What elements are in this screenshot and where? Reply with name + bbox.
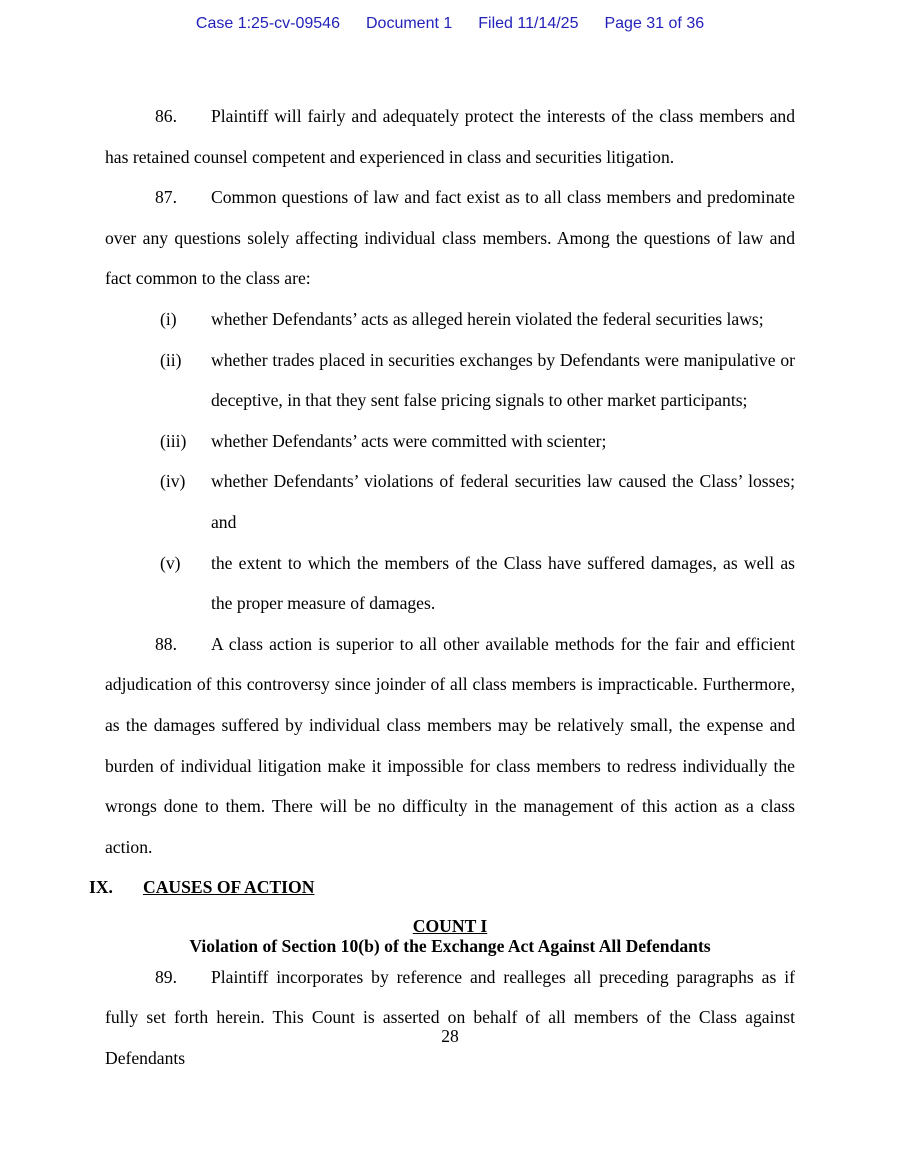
list-item-ii-marker: (ii) [160, 349, 182, 370]
count-heading-block [105, 916, 795, 957]
header-case-number: Case 1:25-cv-09546 [195, 15, 340, 32]
court-filing-header [0, 14, 900, 34]
page-number: 28 [441, 1026, 459, 1046]
list-item-i-marker: (i) [160, 308, 177, 329]
list-item-v-marker: (v) [160, 552, 181, 573]
list-item-iv [105, 461, 795, 542]
section-heading-causes-of-action [89, 867, 779, 908]
list-item-i [105, 299, 795, 340]
document-body [89, 96, 795, 1079]
header-filed-date: Filed 11/14/25 [478, 15, 579, 32]
list-item-v [105, 543, 795, 624]
header-page-indicator: Page 31 of 36 [604, 15, 705, 32]
header-document-number: Document 1 [365, 15, 453, 32]
paragraph-86-number: 86. [155, 106, 177, 126]
paragraph-89 [105, 957, 795, 1079]
paragraph-89-number: 89. [155, 966, 177, 987]
paragraph-86 [105, 96, 795, 177]
list-item-iii [105, 421, 795, 462]
count-title: COUNT I [412, 915, 488, 936]
paragraph-89-text: Plaintiff incorporates by reference and realleges all preceding paragraphs as if fully set forth herein. This Count is asserted on behalf of all members of the Class against Defendants [105, 966, 795, 1069]
paragraph-86-text: Plaintiff will fairly and adequately protect the interests of the class members and has retained counsel competent and experienced in class and securities litigation. [105, 106, 795, 167]
page-number-footer [0, 1026, 900, 1046]
list-item-i-text: whether Defendants’ acts as alleged herein violated the federal securities laws; [211, 308, 764, 329]
paragraph-88-number: 88. [155, 633, 177, 654]
count-subtitle: Violation of Section 10(b) of the Exchange Act Against All Defendants [189, 936, 711, 957]
list-item-ii [105, 340, 795, 421]
list-item-iv-text: whether Defendants’ violations of federal securities law caused the Class’ losses; and [211, 471, 795, 532]
paragraph-88 [105, 624, 795, 868]
paragraph-87-text: Common questions of law and fact exist as to all class members and predominate over any questions solely affecting individual class members. Among the questions of law and fact common to the class are: [105, 187, 795, 289]
paragraph-87 [105, 177, 795, 299]
paragraph-88-text: A class action is superior to all other available methods for the fair and efficient adjudication of this controversy since joinder of all class members is impracticable. Furthermore, as the damages suffered by individual class members may be relatively small, the expense and burden of individual litigation make it impossible for class members to redress individually the wrongs done to them. There will be no difficulty in the management of this action as a class action. [105, 633, 795, 857]
list-item-v-text: the extent to which the members of the Class have suffered damages, as well as the proper measure of damages. [211, 552, 795, 614]
list-item-iii-text: whether Defendants’ acts were committed with scienter; [211, 430, 607, 451]
list-item-ii-text: whether trades placed in securities exchanges by Defendants were manipulative or deceptive, in that they sent false pricing signals to other market participants; [211, 349, 795, 411]
list-item-iii-marker: (iii) [160, 430, 187, 451]
list-item-iv-marker: (iv) [160, 471, 186, 492]
section-title: CAUSES OF ACTION [143, 877, 315, 898]
section-number: IX. [89, 877, 113, 898]
paragraph-87-number: 87. [155, 187, 177, 208]
